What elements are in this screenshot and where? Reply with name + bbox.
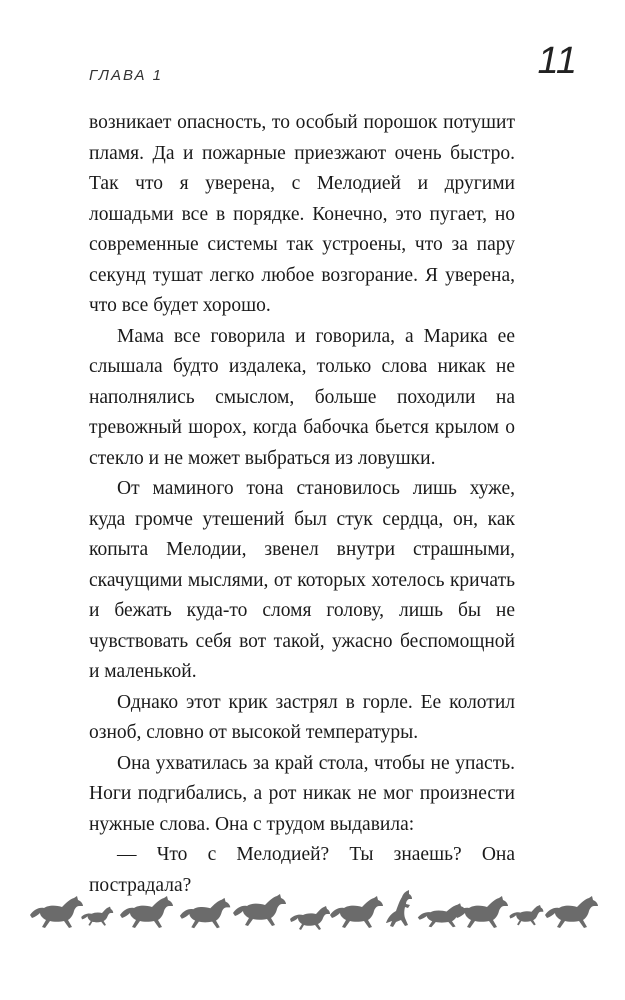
paragraph-3: От маминого тона становилось лишь хуже, куда громче утешений был стук сердца, он, как копыта Мелодии, звенел внутри страшными, скачущими мыслями, от которых хотелось кричать и бежать куда-то сломя голову, лишь бы не чувствовать себя вот такой, ужасно беспомощной и маленькой.: [89, 478, 515, 682]
body-text: [89, 108, 515, 901]
paragraph-4: Однако этот крик застрял в горле. Ее колотил озноб, словно от высокой температуры.: [89, 691, 515, 743]
running-head: ГЛАВА 1: [89, 67, 163, 84]
page-number: 11: [537, 40, 577, 82]
paragraph-1: возникает опасность, то особый порошок потушит пламя. Да и пожарные приезжают очень быстро. Так что я уверена, с Мелодией и другими лошадьми все в порядке. Конечно, это пугает, но современные системы так устроены, что за пару секунд тушат легко любое возгорание. Я уверена, что все будет хорошо.: [89, 112, 515, 316]
paragraph-2: Мама все говорила и говорила, а Марика ее слышала будто издалека, только слова никак не наполнялись смыслом, больше походили на тревожный шорох, когда бабочка бьется крылом о стекло и не может выбраться из ловушки.: [89, 325, 515, 469]
galloping-horses-icon: [28, 885, 598, 935]
paragraph-5: Она ухватилась за край стола, чтобы не упасть. Ноги подгибались, а рот никак не мог произнести нужные слова. Она с трудом выдавила:: [89, 752, 515, 835]
paragraph-6: — Что с Мелодией? Ты знаешь? Она пострадала?: [89, 844, 515, 896]
